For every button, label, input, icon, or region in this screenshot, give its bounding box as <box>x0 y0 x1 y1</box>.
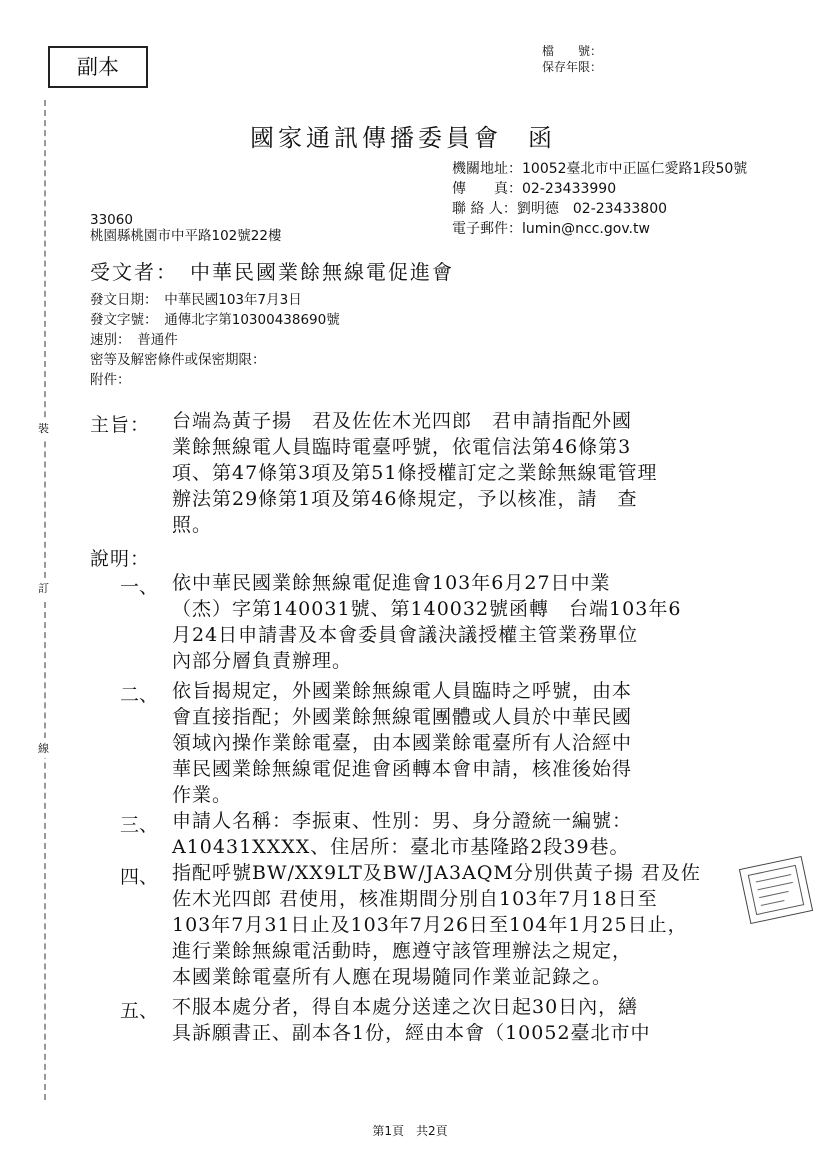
item-line: 不服本處分者，得自本處分送達之次日起30日內，繕 <box>172 996 639 1018</box>
subject-line: 項、第47條第3項及第51條授權訂定之業餘無線電管理 <box>172 462 658 484</box>
title-suffix: 函 <box>528 124 556 152</box>
retention-label: 保存年限： <box>542 60 603 74</box>
recipient-address-block <box>90 212 281 244</box>
explanation-label: 說明： <box>90 548 151 570</box>
agency-contact-person: 聯 絡 人：劉明德 02-23433800 <box>452 201 668 217</box>
item-number: 五、 <box>120 1000 159 1022</box>
subject-line: 照。 <box>172 514 213 536</box>
official-stamp <box>739 856 813 924</box>
subject-line: 台端為黃子揚 君及佐佐木光四郎 君申請指配外國 <box>172 410 633 432</box>
explanation-item <box>172 570 681 674</box>
explanation-item <box>172 994 651 1046</box>
item-line: 會直接指配；外國業餘無線電團體或人員於中華民國 <box>172 706 633 728</box>
agency-address: 機關地址：10052臺北市中正區仁愛路1段50號 <box>452 161 748 177</box>
explanation-item <box>172 860 701 990</box>
issue-date: 發文日期： 中華民國103年7月3日 <box>90 292 302 308</box>
binding-mark-zhuang: 裝 <box>38 418 49 438</box>
delivery-speed: 速別： 普通件 <box>90 332 178 348</box>
item-line: 申請人名稱：李振東、性別：男、身分證統一編號： <box>172 810 633 832</box>
copy-label-box: 副本 <box>48 46 148 88</box>
item-line: 進行業餘無線電活動時，應遵守該管理辦法之規定， <box>172 940 633 962</box>
postal-code: 33060 <box>90 212 133 228</box>
document-title <box>250 118 556 153</box>
binding-line <box>44 100 46 1100</box>
subject-label: 主旨： <box>90 414 151 436</box>
item-line: 指配呼號BW/XX9LT及BW/JA3AQM分別供黃子揚 君及佐 <box>172 862 701 884</box>
binding-mark-xian: 線 <box>38 738 49 758</box>
item-line: 本國業餘電臺所有人應在現場隨同作業並記錄之。 <box>172 966 613 988</box>
explanation-item <box>172 678 632 808</box>
item-line: （杰）字第140031號、第140032號函轉 台端103年6 <box>172 598 682 620</box>
page-footer: 第1頁 共2頁 <box>372 1124 448 1138</box>
agency-fax: 傳 真：02-23433990 <box>452 181 617 197</box>
item-number: 二、 <box>120 684 159 706</box>
item-line: 華民國業餘無線電促進會函轉本會申請，核准後始得 <box>172 758 633 780</box>
item-line: 月24日申請書及本會委員會議決議授權主管業務單位 <box>172 624 639 646</box>
attachment: 附件： <box>90 372 131 388</box>
item-number: 四、 <box>120 866 159 888</box>
recipient: 受文者： 中華民國業餘無線電促進會 <box>90 260 454 284</box>
item-line: 依中華民國業餘無線電促進會103年6月27日中業 <box>172 572 611 594</box>
subject-body <box>172 408 657 538</box>
item-line: 依旨揭規定，外國業餘無線電人員臨時之呼號，由本 <box>172 680 633 702</box>
item-line: A10431XXXX、住居所：臺北市基隆路2段39巷。 <box>172 836 630 858</box>
item-line: 具訴願書正、副本各1份，經由本會（10052臺北市中 <box>172 1022 651 1044</box>
agency-email: 電子郵件：lumin@ncc.gov.tw <box>452 221 650 237</box>
binding-mark-ding: 訂 <box>38 578 49 598</box>
secrecy-level: 密等及解密條件或保密期限： <box>90 352 266 368</box>
document-number: 發文字號： 通傳北字第10300438690號 <box>90 312 340 328</box>
stamp-mark-icon <box>744 861 809 920</box>
file-no-label: 檔 號： <box>542 44 603 58</box>
item-number: 三、 <box>120 814 159 836</box>
explanation-item <box>172 808 632 860</box>
title-agency: 國家通訊傳播委員會 <box>250 124 502 152</box>
item-line: 佐木光四郎 君使用，核准期間分別自103年7月18日至 <box>172 888 658 910</box>
subject-line: 業餘無線電人員臨時電臺呼號，依電信法第46條第3 <box>172 436 632 458</box>
item-line: 領域內操作業餘電臺，由本國業餘電臺所有人洽經中 <box>172 732 633 754</box>
item-line: 作業。 <box>172 784 233 806</box>
subject-line: 辦法第29條第1項及第46條規定，予以核准，請 查 <box>172 488 638 510</box>
item-line: 103年7月31日止及103年7月26日至104年1月25日止， <box>172 914 688 936</box>
item-number: 一、 <box>120 576 159 598</box>
item-line: 內部分層負責辦理。 <box>172 650 353 672</box>
recipient-address: 桃園縣桃園市中平路102號22樓 <box>90 228 282 244</box>
